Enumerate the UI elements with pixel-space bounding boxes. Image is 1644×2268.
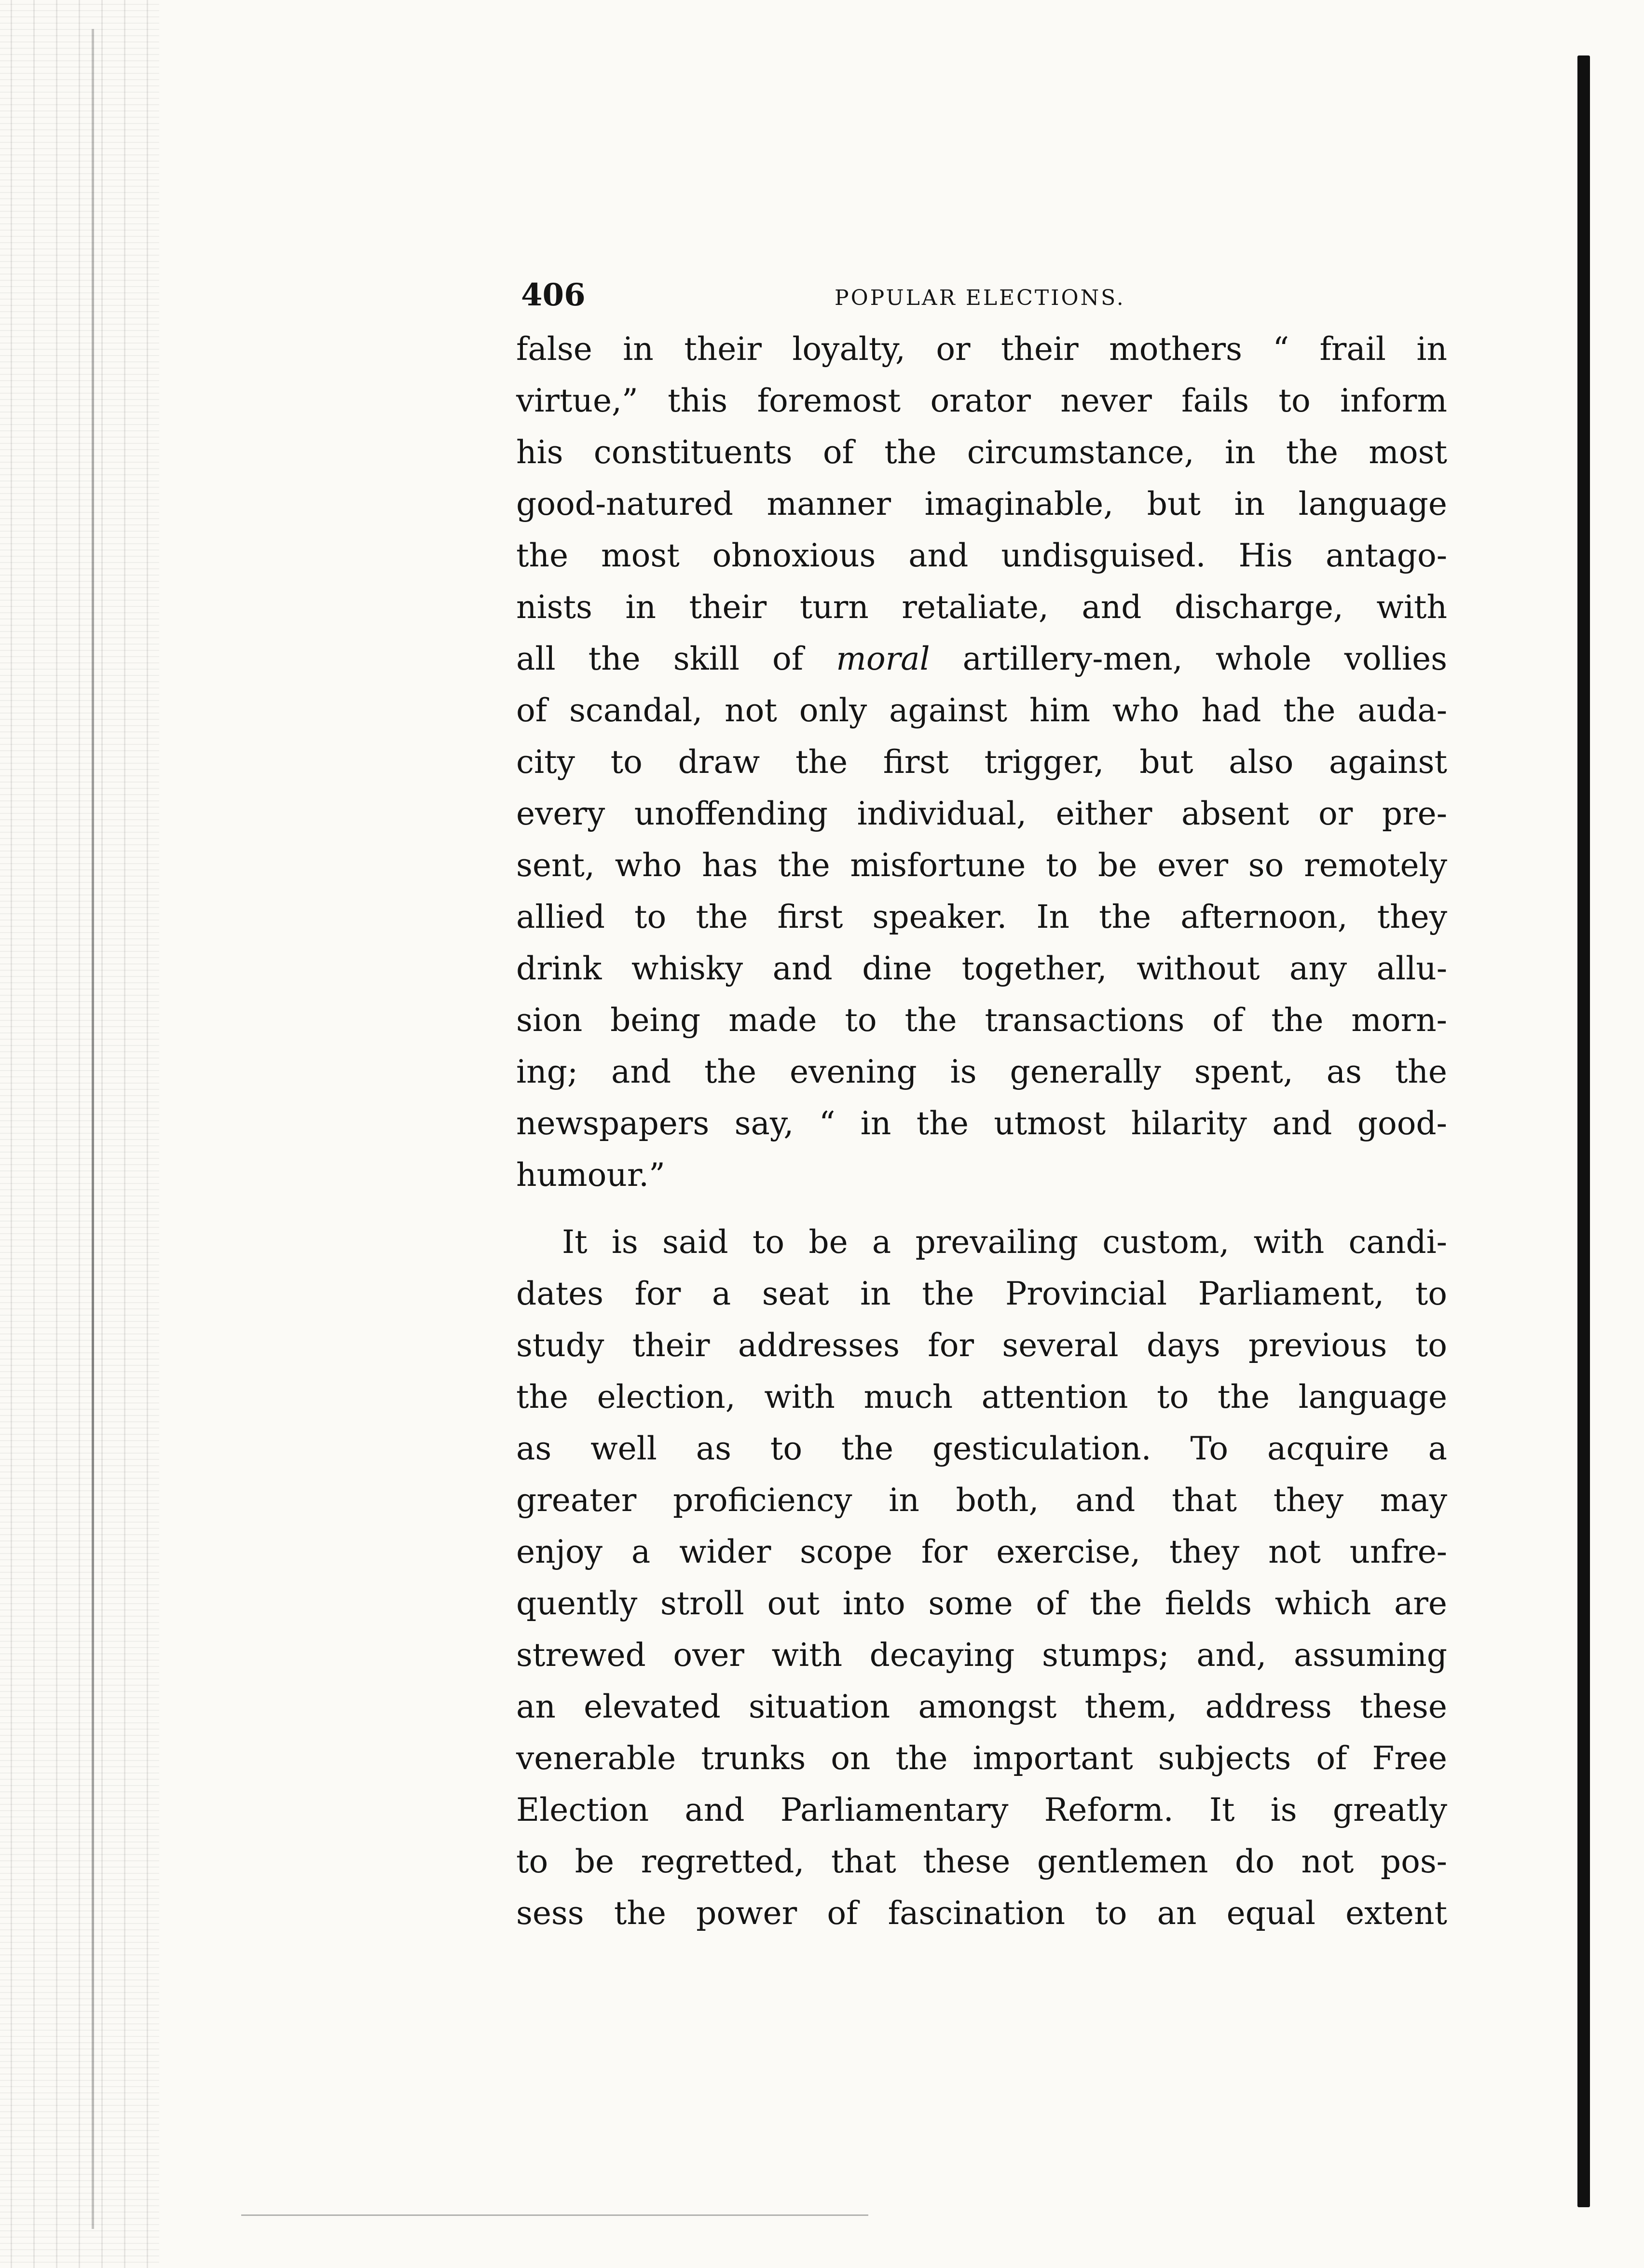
text-line: nists in their turn retaliate, and discharge, with (516, 589, 1447, 626)
text-line: newspapers say, “ in the utmost hilarity and good- (516, 1105, 1447, 1142)
page-edge-rule (1577, 55, 1590, 2207)
binding-edge-speckle (0, 0, 159, 2268)
text-line: allied to the first speaker. In the afternoon, they (516, 898, 1447, 935)
page-number: 406 (521, 277, 586, 313)
text-line: study their addresses for several days previous to (516, 1327, 1447, 1364)
text-line: enjoy a wider scope for exercise, they not unfre- (516, 1533, 1447, 1570)
text-line: venerable trunks on the important subjects of Free (516, 1740, 1447, 1777)
text-line: every unoffending individual, either absent or pre- (516, 795, 1447, 832)
text-line-with-italic (516, 633, 1447, 685)
text-line: an elevated situation amongst them, address these (516, 1688, 1447, 1725)
text-line: dates for a seat in the Provincial Parliament, to (516, 1275, 1447, 1312)
text-line: good-natured manner imaginable, but in language (516, 485, 1447, 522)
text-line: the election, with much attention to the language (516, 1378, 1447, 1416)
text-line: his constituents of the circumstance, in the most (516, 434, 1447, 471)
paragraph-2 (516, 1216, 1447, 1939)
text-segment: all the skill of (516, 640, 836, 677)
text-line: virtue,” this foremost orator never fails to inform (516, 382, 1447, 419)
text-line: to be regretted, that these gentlemen do not pos- (516, 1843, 1447, 1880)
binding-shadow-line (92, 29, 94, 2229)
text-line: sess the power of fascination to an equal extent (516, 1895, 1447, 1932)
paragraph-1 (516, 323, 1447, 1201)
text-line: Election and Parliamentary Reform. It is greatly (516, 1791, 1447, 1828)
text-line: strewed over with decaying stumps; and, assuming (516, 1636, 1447, 1674)
text-line: quently stroll out into some of the fields which are (516, 1585, 1447, 1622)
text-line: humour.” (516, 1156, 665, 1194)
text-segment: artillery-men, whole vollies (930, 640, 1447, 677)
text-line: of scandal, not only against him who had the auda- (516, 692, 1447, 729)
text-line: city to draw the first trigger, but also against (516, 743, 1447, 781)
text-line: sion being made to the transactions of the morn- (516, 1002, 1447, 1039)
text-line: sent, who has the misfortune to be ever so remotely (516, 847, 1447, 884)
bottom-edge-mark (241, 2214, 868, 2216)
text-line: ing; and the evening is generally spent, as the (516, 1053, 1447, 1090)
text-line: as well as to the gesticulation. To acquire a (516, 1430, 1447, 1467)
text-line: false in their loyalty, or their mothers “ frail in (516, 330, 1447, 368)
italic-word: moral (836, 640, 930, 677)
text-line: drink whisky and dine together, without any allu- (516, 950, 1447, 987)
running-title: POPULAR ELECTIONS. (835, 286, 1125, 310)
text-line: the most obnoxious and undisguised. His antago- (516, 537, 1447, 574)
running-head (516, 270, 1447, 323)
text-line: greater proficiency in both, and that they may (516, 1482, 1447, 1519)
book-page (516, 270, 1447, 1939)
text-line: It is said to be a prevailing custom, with candi- (562, 1223, 1447, 1261)
